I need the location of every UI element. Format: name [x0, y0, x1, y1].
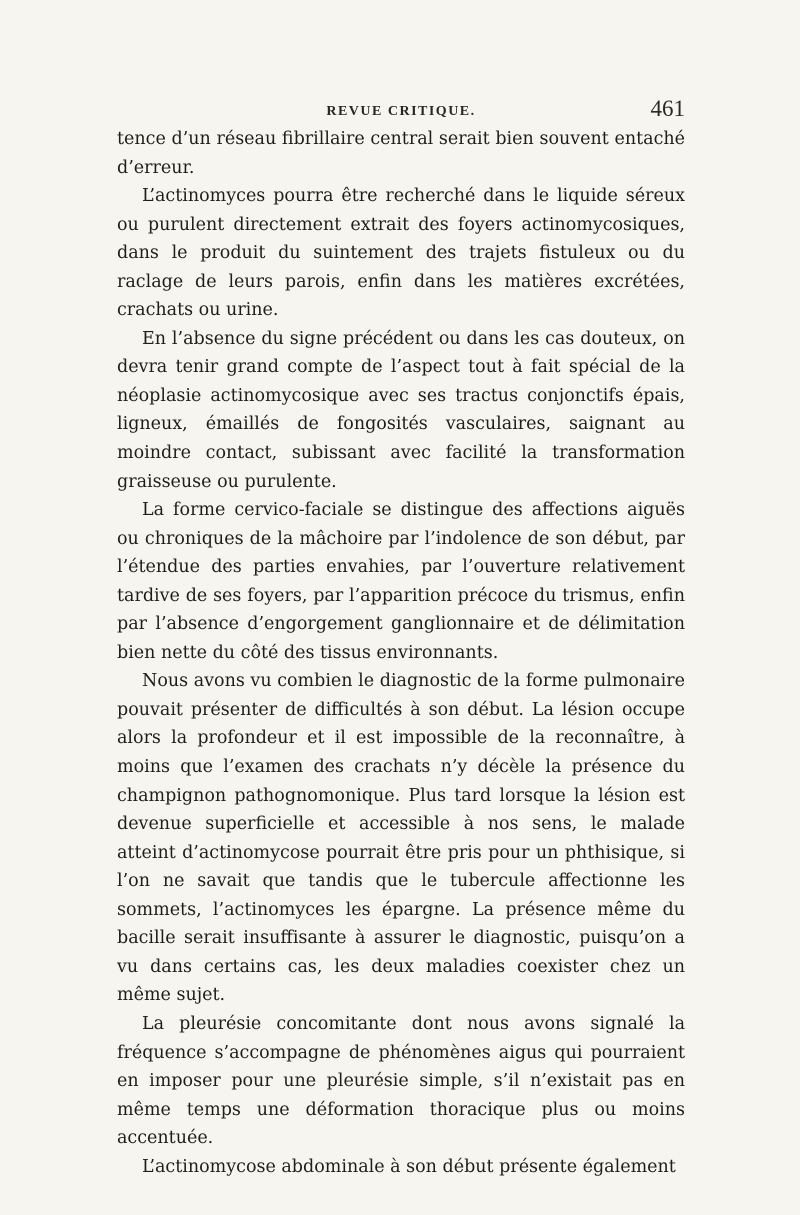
paragraph-neoplasia-aspect: En l’absence du signe précédent ou dans les cas douteux, on devra tenir grand compte de l’aspect tout à fait spécial de la néoplasie actinomycosique avec ses tractus conjonctifs épais, ligneux, émaillés de fongosités vasculaires, saignant au moindre contact, subissant avec facilité la transformation graisseuse ou purulente.	[117, 328, 685, 492]
paragraph-specimen-sources: L’actinomyces pourra être recherché dans le liquide séreux ou purulent directement extrait des foyers actinomycosiques, dans le produit du suintement des trajets fistuleux ou du raclage de leurs parois, enfin dans les matières excrétées, crachats ou urine.	[117, 186, 685, 321]
paragraph-pulmonary-form: Nous avons vu combien le diagnostic de la forme pulmonaire pouvait présenter de difficultés à son début. La lésion occupe alors la profondeur et il est impossible de la reconnaître, à moins que l’examen des crachats n’y décèle la présence du champignon pathognomonique. Plus tard lorsque la lésion est devenue superficielle et accessible à nos sens, le malade atteint d’actinomycose pourrait être pris pour un phthisique, si l’on ne savait que tandis que le tubercule affectionne les sommets, l’actinomyces les épargne. La présence même du bacille serait insuffisante à assurer le diagnostic, puisqu’on a vu dans certains cas, les deux maladies coexister chez un même sujet.	[117, 671, 685, 1006]
paragraph-abdominal-form: L’actinomycose abdominale à son début présente également	[142, 1156, 676, 1177]
page-number: 461	[650, 96, 685, 121]
paragraph-pleurisy: La pleurésie concomitante dont nous avons signalé la fréquence s’accompagne de phénomènes aigus qui pourraient en imposer pour une pleurésie simple, s’il n’existait pas en même temps une déformation thoracique plus ou moins accentuée.	[117, 1013, 685, 1149]
paragraph-cervico-facial-form: La forme cervico-faciale se distingue des affections aiguës ou chroniques de la mâchoire par l’indolence de son début, par l’étendue des parties envahies, par l’ouverture relativement tardive de ses foyers, par l’apparition précoce du trismus, enfin par l’absence d’engorgement ganglionnaire et de délimitation bien nette du côté des tissus environnants.	[117, 500, 685, 663]
paragraph-continued: tence d’un réseau fibrillaire central serait bien souvent entaché d’erreur.	[117, 129, 685, 178]
running-head	[117, 96, 685, 126]
running-head-title: REVUE CRITIQUE.	[326, 104, 476, 119]
body-text	[117, 125, 685, 1181]
